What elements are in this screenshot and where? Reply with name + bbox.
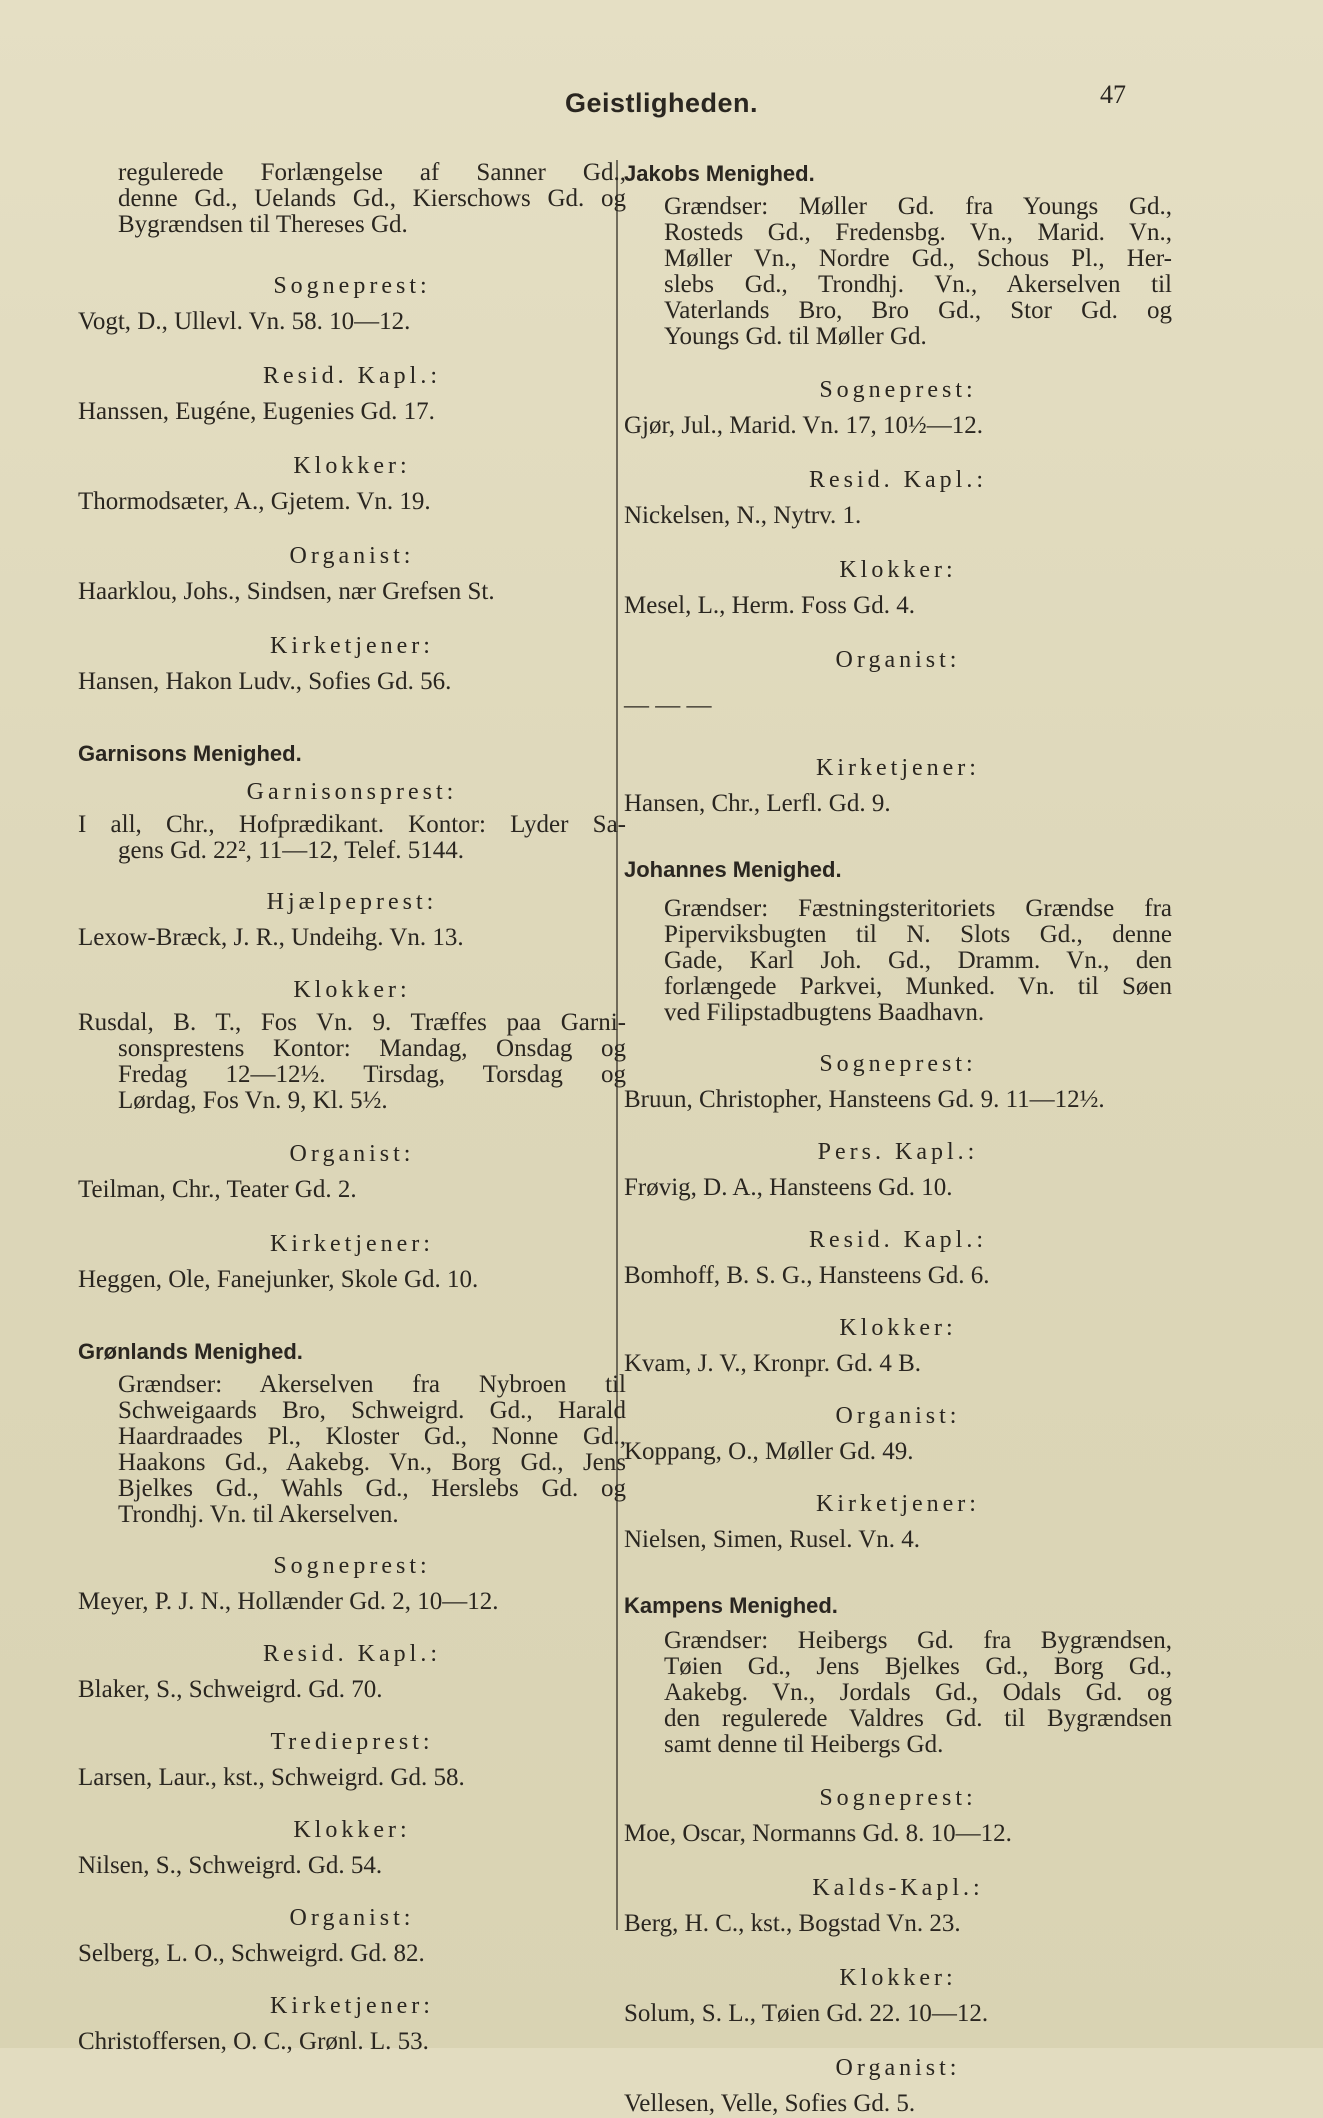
role-title: Organist:: [835, 647, 961, 673]
role-entry: Hanssen, Eugéne, Eugenies Gd. 17.: [78, 398, 435, 425]
role-entry: Selberg, L. O., Schweigrd. Gd. 82.: [78, 1940, 425, 1967]
boundary-line: Grændser: Fæstningsteritoriets Grændse fra: [664, 895, 1172, 922]
boundary-line: Gade, Karl Joh. Gd., Dramm. Vn., den: [664, 947, 1172, 974]
boundary-line: Trondhj. Vn. til Akerselven.: [118, 1501, 399, 1528]
role-title: Klokker:: [293, 453, 411, 479]
boundary-line: regulerede Forlængelse af Sanner Gd.,: [118, 159, 626, 186]
boundary-line: Grændser: Heibergs Gd. fra Bygrændsen,: [664, 1627, 1172, 1654]
role-title: Tredieprest:: [270, 1729, 434, 1755]
page-number: 47: [1100, 80, 1126, 109]
boundary-line: Grændser: Møller Gd. fra Youngs Gd.,: [664, 193, 1172, 220]
role-title: Hjælpeprest:: [266, 889, 438, 915]
role-entry: Thormodsæter, A., Gjetem. Vn. 19.: [78, 488, 431, 515]
role-title: Kirketjener:: [816, 755, 980, 781]
role-title: Sogneprest:: [273, 1553, 431, 1579]
role-title: Organist:: [289, 1141, 415, 1167]
role-title: Klokker:: [839, 1965, 957, 1991]
boundary-line: Bygrændsen til Thereses Gd.: [118, 211, 408, 238]
section-title-garnisons: Garnisons Menighed.: [78, 741, 302, 766]
role-title: Organist:: [289, 543, 415, 569]
boundary-line: denne Gd., Uelands Gd., Kierschows Gd. og: [118, 185, 626, 212]
role-entry: Nickelsen, N., Nytrv. 1.: [624, 502, 862, 529]
role-title: Garnisonsprest:: [246, 779, 458, 805]
role-title: Kirketjener:: [270, 1993, 434, 2019]
role-entry: Gjør, Jul., Marid. Vn. 17, 10½—12.: [624, 412, 983, 439]
role-title: Resid. Kapl.:: [809, 1227, 987, 1253]
boundary-line: ved Filipstadbugtens Baadhavn.: [664, 999, 985, 1026]
role-title: Sogneprest:: [819, 1785, 977, 1811]
boundary-line: forlængede Parkvei, Munked. Vn. til Søen: [664, 973, 1172, 1000]
role-entry-line: Lørdag, Fos Vn. 9, Kl. 5½.: [118, 1087, 388, 1114]
role-entry-line: I all, Chr., Hofprædikant. Kontor: Lyder Sa-: [78, 811, 626, 838]
role-entry: Blaker, S., Schweigrd. Gd. 70.: [78, 1676, 383, 1703]
boundary-line: Haakons Gd., Aakebg. Vn., Borg Gd., Jens: [118, 1449, 626, 1476]
role-entry-line: Fredag 12—12½. Tirsdag, Torsdag og: [118, 1061, 626, 1088]
role-title: Sogneprest:: [819, 377, 977, 403]
boundary-line: Schweigaards Bro, Schweigrd. Gd., Harald: [118, 1397, 626, 1424]
role-title: Organist:: [835, 2055, 961, 2081]
role-entry: Vellesen, Velle, Sofies Gd. 5.: [624, 2090, 916, 2117]
role-entry: Koppang, O., Møller Gd. 49.: [624, 1438, 914, 1465]
boundary-line: slebs Gd., Trondhj. Vn., Akerselven til: [664, 271, 1172, 298]
role-entry: Bomhoff, B. S. G., Hansteens Gd. 6.: [624, 1262, 990, 1289]
role-entry: Lexow-Bræck, J. R., Undeihg. Vn. 13.: [78, 924, 464, 951]
role-entry: Haarklou, Johs., Sindsen, nær Grefsen St.: [78, 578, 495, 605]
role-entry: Frøvig, D. A., Hansteens Gd. 10.: [624, 1174, 953, 1201]
page-title: Geistligheden.: [564, 88, 759, 118]
role-title: Organist:: [289, 1905, 415, 1931]
boundary-line: Aakebg. Vn., Jordals Gd., Odals Gd. og: [664, 1679, 1172, 1706]
role-title: Kirketjener:: [270, 1231, 434, 1257]
role-entry: Nielsen, Simen, Rusel. Vn. 4.: [624, 1526, 921, 1553]
role-entry: Heggen, Ole, Fanejunker, Skole Gd. 10.: [78, 1266, 479, 1293]
role-entry: Kvam, J. V., Kronpr. Gd. 4 B.: [624, 1350, 922, 1377]
role-entry-line: sonsprestens Kontor: Mandag, Onsdag og: [118, 1035, 626, 1062]
role-title: Kalds-Kapl.:: [812, 1875, 984, 1901]
role-title: Resid. Kapl.:: [809, 467, 987, 493]
boundary-line: Youngs Gd. til Møller Gd.: [664, 323, 927, 350]
boundary-line: samt denne til Heibergs Gd.: [664, 1731, 944, 1758]
role-entry: Nilsen, S., Schweigrd. Gd. 54.: [78, 1852, 383, 1879]
role-entry: Bruun, Christopher, Hansteens Gd. 9. 11—12½.: [624, 1086, 1105, 1113]
role-entry: Hansen, Hakon Ludv., Sofies Gd. 56.: [78, 668, 452, 695]
section-title-kampens: Kampens Menighed.: [624, 1593, 838, 1618]
role-title: Klokker:: [839, 1315, 957, 1341]
boundary-line: Haardraades Pl., Kloster Gd., Nonne Gd.,: [118, 1423, 626, 1450]
role-entry: Teilman, Chr., Teater Gd. 2.: [78, 1176, 357, 1203]
role-entry: Solum, S. L., Tøien Gd. 22. 10—12.: [624, 2000, 989, 2027]
role-entry: Hansen, Chr., Lerfl. Gd. 9.: [624, 790, 891, 817]
role-entry: Vogt, D., Ullevl. Vn. 58. 10—12.: [78, 308, 411, 335]
role-entry: Moe, Oscar, Normanns Gd. 8. 10—12.: [624, 1820, 1012, 1847]
role-title: Kirketjener:: [816, 1491, 980, 1517]
role-entry: Mesel, L., Herm. Foss Gd. 4.: [624, 592, 915, 619]
role-title: Klokker:: [839, 557, 957, 583]
section-title-jakobs: Jakobs Menighed.: [624, 161, 815, 186]
role-entry-line: Rusdal, B. T., Fos Vn. 9. Træffes paa Garni-: [78, 1009, 626, 1036]
left-column: [78, 160, 626, 2056]
right-column: [624, 160, 1172, 2118]
role-entry-line: gens Gd. 22², 11—12, Telef. 5144.: [118, 837, 464, 864]
role-entry: Meyer, P. J. N., Hollænder Gd. 2, 10—12.: [78, 1588, 499, 1615]
boundary-line: Piperviksbugten til N. Slots Gd., denne: [664, 921, 1172, 948]
role-title: Resid. Kapl.:: [263, 363, 441, 389]
role-title: Klokker:: [293, 977, 411, 1003]
role-title: Sogneprest:: [819, 1051, 977, 1077]
boundary-line: den regulerede Valdres Gd. til Bygrændsen: [664, 1705, 1172, 1732]
role-entry: Christoffersen, O. C., Grønl. L. 53.: [78, 2028, 429, 2055]
role-title: Resid. Kapl.:: [263, 1641, 441, 1667]
boundary-line: Vaterlands Bro, Bro Gd., Stor Gd. og: [664, 297, 1172, 324]
role-entry: Berg, H. C., kst., Bogstad Vn. 23.: [624, 1910, 961, 1937]
section-title-gronlands: Grønlands Menighed.: [78, 1339, 303, 1364]
role-entry: Larsen, Laur., kst., Schweigrd. Gd. 58.: [78, 1764, 465, 1791]
role-title: Klokker:: [293, 1817, 411, 1843]
role-entry: — — —: [624, 692, 712, 719]
role-title: Pers. Kapl.:: [817, 1139, 979, 1165]
boundary-line: Bjelkes Gd., Wahls Gd., Herslebs Gd. og: [118, 1475, 626, 1502]
boundary-line: Tøien Gd., Jens Bjelkes Gd., Borg Gd.,: [664, 1653, 1172, 1680]
boundary-line: Grændser: Akerselven fra Nybroen til: [118, 1371, 626, 1398]
boundary-line: Rosteds Gd., Fredensbg. Vn., Marid. Vn.,: [664, 219, 1172, 246]
role-title: Organist:: [835, 1403, 961, 1429]
role-title: Sogneprest:: [273, 273, 431, 299]
boundary-line: Møller Vn., Nordre Gd., Schous Pl., Her-: [664, 245, 1172, 272]
role-title: Kirketjener:: [270, 633, 434, 659]
section-title-johannes: Johannes Menighed.: [624, 857, 842, 882]
